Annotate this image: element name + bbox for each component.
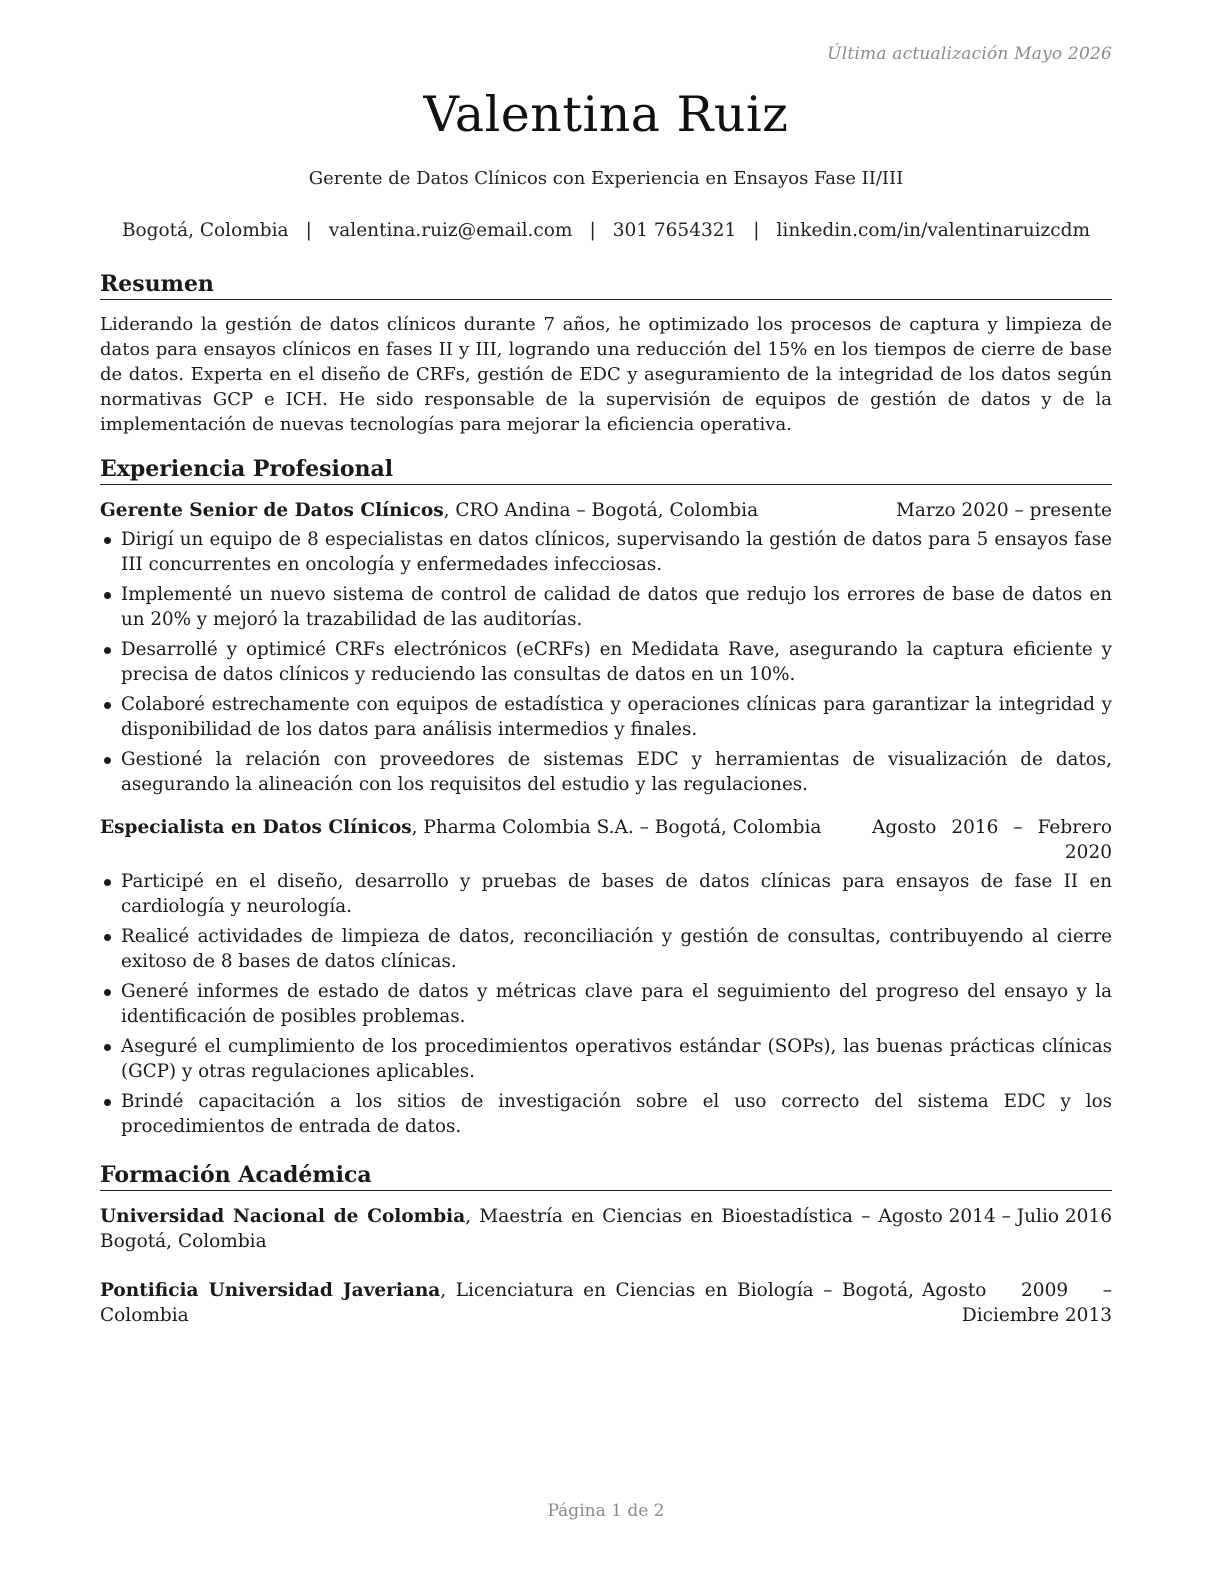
contact-separator: | (753, 220, 760, 241)
experience-section (100, 455, 1112, 1144)
candidate-tagline: Gerente de Datos Clínicos con Experiencia en Ensayos Fase II/III (308, 168, 904, 189)
job-role: Gerente Senior de Datos Clínicos (100, 500, 444, 521)
contact-phone: 301 7654321 (612, 220, 737, 241)
job-role-line (100, 815, 821, 865)
list-item: Aseguré el cumplimiento de los procedimientos operativos estándar (SOPs), las buenas prácticas clínicas (GCP) y otras regulaciones aplicables. (100, 1034, 1112, 1084)
education-dates: Agosto 2014 – Julio 2016 (878, 1206, 1112, 1227)
list-item: Participé en el diseño, desarrollo y pruebas de bases de datos clínicas para ensayos de fase II en cardiología y neurología. (100, 869, 1112, 919)
job-role-line (100, 498, 758, 523)
list-item: Desarrollé y optimicé CRFs electrónicos (eCRFs) en Medidata Rave, asegurando la captura eficiente y precisa de datos clínicos y reduciendo las consultas de datos en un 10%. (100, 637, 1112, 687)
job-bullets (100, 527, 1112, 797)
job-role: Especialista en Datos Clínicos (100, 817, 412, 838)
list-item: Realicé actividades de limpieza de datos, reconciliación y gestión de consultas, contribuyendo al cierre exitoso de 8 bases de datos clínicas. (100, 924, 1112, 974)
education-detail: , Maestría en Ciencias en Bioestadística – Bogotá, Colombia (100, 1206, 871, 1252)
contact-separator: | (305, 220, 312, 241)
education-entry (100, 1204, 1112, 1254)
job-entry (100, 815, 1112, 1139)
education-detail: , Licenciatura en Ciencias en Biología – Bogotá, Colombia (100, 1280, 914, 1326)
job-entry (100, 498, 1112, 797)
contact-location: Bogotá, Colombia (121, 220, 289, 241)
education-dates: Agosto 2009 – Diciembre 2013 (922, 1280, 1112, 1326)
job-company: , Pharma Colombia S.A. – Bogotá, Colombia (411, 817, 822, 838)
education-entry (100, 1278, 1112, 1328)
education-school: Pontificia Universidad Javeriana (100, 1280, 441, 1301)
contact-separator: | (589, 220, 596, 241)
job-header (100, 498, 1112, 523)
education-line (100, 1278, 914, 1328)
candidate-name: Valentina Ruiz (423, 86, 789, 143)
education-line (100, 1204, 870, 1254)
job-company: , CRO Andina – Bogotá, Colombia (443, 500, 759, 521)
list-item: Dirigí un equipo de 8 especialistas en datos clínicos, supervisando la gestión de datos para 5 ensayos fase III concurrentes en oncología y enfermedades infecciosas. (100, 527, 1112, 577)
resume-page (100, 0, 1112, 1584)
summary-section (100, 270, 1112, 437)
page-number: Página 1 de 2 (547, 1501, 665, 1521)
list-item: Implementé un nuevo sistema de control de calidad de datos que redujo los errores de base de datos en un 20% y mejoró la trazabilidad de las auditorías. (100, 582, 1112, 632)
summary-title: Resumen (100, 270, 1112, 300)
contact-email[interactable]: valentina.ruiz@email.com (328, 220, 573, 241)
education-title: Formación Académica (100, 1161, 1112, 1191)
last-updated: Última actualización Mayo 2026 (827, 44, 1112, 64)
list-item: Colaboré estrechamente con equipos de estadística y operaciones clínicas para garantizar la integridad y disponibilidad de los datos para análisis intermedios y finales. (100, 692, 1112, 742)
summary-text: Liderando la gestión de datos clínicos durante 7 años, he optimizado los procesos de captura y limpieza de datos para ensayos clínicos en fases II y III, logrando una reducción del 15% en los tiempos de cierre de base de datos. Experta en el diseño de CRFs, gestión de EDC y aseguramiento de la integridad de los datos según normativas GCP e ICH. He sido responsable de la supervisión de equipos de gestión de datos y de la implementación de nuevas tecnologías para mejorar la eficiencia operativa. (100, 314, 1112, 435)
list-item: Brindé capacitación a los sitios de investigación sobre el uso correcto del sistema EDC y los procedimientos de entrada de datos. (100, 1089, 1112, 1139)
education-school: Universidad Nacional de Colombia (100, 1206, 466, 1227)
job-bullets (100, 869, 1112, 1139)
job-dates: Agosto 2016 – Febrero 2020 (872, 817, 1112, 863)
contact-line (100, 220, 1112, 241)
job-header (100, 815, 1112, 865)
education-section (100, 1161, 1112, 1328)
contact-linkedin[interactable]: linkedin.com/in/valentinaruizcdm (776, 220, 1091, 241)
list-item: Gestioné la relación con proveedores de sistemas EDC y herramientas de visualización de datos, asegurando la alineación con los requisitos del estudio y las regulaciones. (100, 747, 1112, 797)
experience-title: Experiencia Profesional (100, 455, 1112, 485)
list-item: Generé informes de estado de datos y métricas clave para el seguimiento del progreso del ensayo y la identificación de posibles problemas. (100, 979, 1112, 1029)
job-dates: Marzo 2020 – presente (895, 500, 1112, 521)
